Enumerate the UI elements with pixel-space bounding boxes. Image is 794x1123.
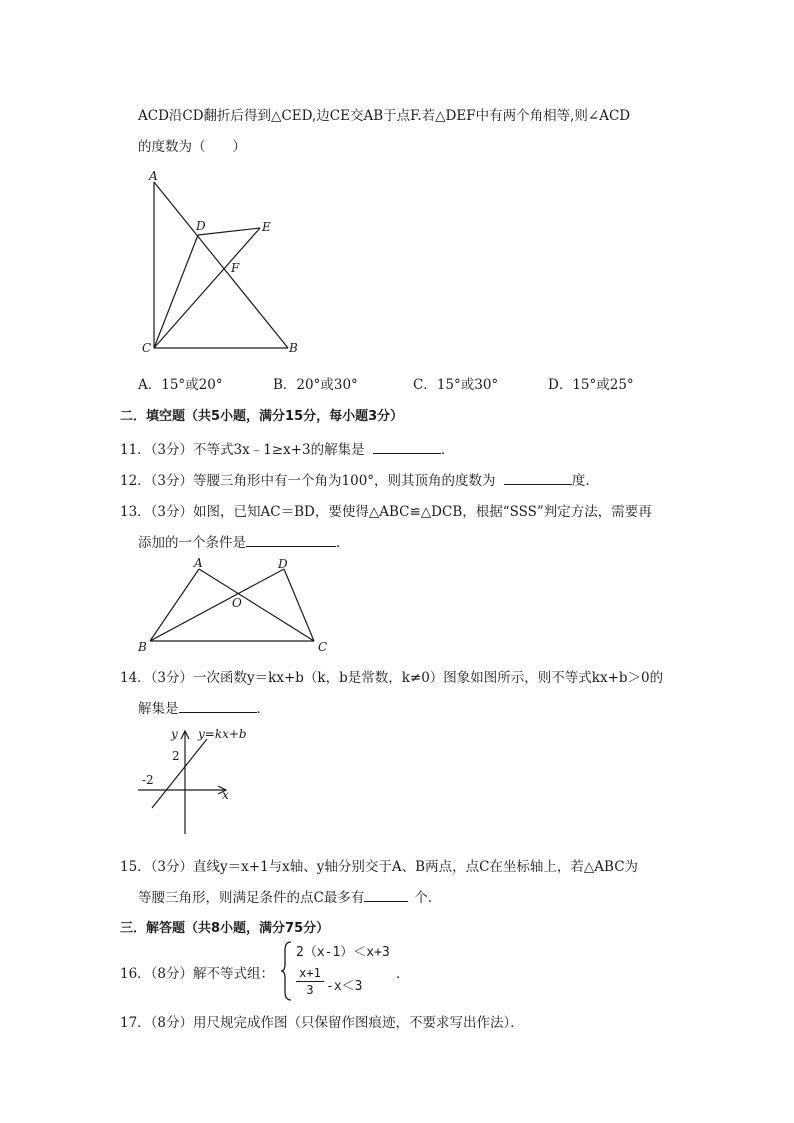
q14-line1: 14．（3分）一次函数y＝kx+b（k，b是常数，k≠0）图象如图所示，则不等式kx+b＞0的 <box>120 670 664 686</box>
q16-suffix: ． <box>396 966 410 982</box>
q12-line <box>120 469 590 489</box>
q16-fraction-denominator: 3 <box>306 983 314 997</box>
q14-end: ． <box>256 701 270 717</box>
q10-text-line1: ACD沿CD翻折后得到△CED,边CE交AB于点F.若△DEF中有两个角相等,则∠ACD <box>138 108 631 124</box>
q13-answer-blank[interactable] <box>246 534 336 547</box>
q14-y-axis-label: y <box>171 727 178 741</box>
q14-answer-blank[interactable] <box>179 700 257 713</box>
q11-text: 11．（3分）不等式3x﹣1≥x+3的解集是 <box>120 442 365 458</box>
q12-text: 12．（3分）等腰三角形中有一个角为100°，则其顶角的度数为 <box>120 473 496 489</box>
q13-text: 添加的一个条件是 <box>138 535 246 551</box>
q16-fraction-numerator: x+1 <box>299 966 321 980</box>
q16-inequality-1: 2（x-1）＜x+3 <box>296 945 390 960</box>
q11-answer-blank[interactable] <box>373 441 441 454</box>
q15-line2 <box>138 886 441 906</box>
q15-answer-blank[interactable] <box>364 889 408 902</box>
q13-line1: 13．（3分）如图，已知AC＝BD，要使得△ABC≌△DCB，根据“SSS”判定方法，需要再 <box>120 504 652 520</box>
q15-end: 个． <box>414 890 442 906</box>
q13-label-o: O <box>232 596 242 610</box>
q10-label-e: E <box>262 220 271 234</box>
q10-label-f: F <box>231 261 240 275</box>
q13-line2 <box>138 531 350 551</box>
q14-graph <box>132 722 247 837</box>
choice-d[interactable]: D．15°或25° <box>548 377 634 393</box>
q16-prefix: 16．（8分）解不等式组： <box>120 966 275 982</box>
q10-label-b: B <box>289 341 298 355</box>
q15-text: 等腰三角形，则满足条件的点C最多有 <box>138 890 365 906</box>
q16-fraction-bar <box>296 981 324 982</box>
choice-c[interactable]: C．15°或30° <box>413 377 499 393</box>
q16-brace <box>281 940 293 1002</box>
q10-label-d: D <box>196 219 206 233</box>
q14-line2 <box>138 697 270 717</box>
q13-label-a: A <box>194 556 203 570</box>
q13-end: ． <box>336 535 350 551</box>
q13-label-d: D <box>278 557 288 571</box>
q14-y-intercept-label: 2 <box>172 749 180 763</box>
q10-label-a: A <box>149 169 158 183</box>
q17-text: 17．（8分）用尺规完成作图（只保留作图痕迹，不要求写出作法）． <box>120 1015 524 1031</box>
q13-label-c: C <box>318 640 328 654</box>
section3-heading: 三．解答题（共8小题，满分75分） <box>120 921 330 936</box>
q14-line-label: y=kx+b <box>198 727 247 741</box>
q10-figure <box>136 168 311 358</box>
choice-a[interactable]: A．15°或20° <box>138 377 223 393</box>
q12-answer-blank[interactable] <box>504 472 572 485</box>
q14-x-intercept-label: -2 <box>142 773 154 787</box>
q16-fraction <box>296 966 324 997</box>
q14-text: 解集是 <box>138 701 179 717</box>
q13-label-b: B <box>138 640 147 654</box>
q13-figure <box>132 554 337 654</box>
q11-line <box>120 438 454 458</box>
q15-line1: 15．（3分）直线y＝x+1与x轴、y轴分别交于A、B两点，点C在坐标轴上，若△ABC为 <box>120 859 639 875</box>
q10-text-line2: 的度数为（ ） <box>138 139 246 155</box>
q11-end: ． <box>440 442 455 458</box>
q16-inequality-2-rest: -x＜3 <box>326 979 363 994</box>
choice-b[interactable]: B．20°或30° <box>273 377 358 393</box>
section2-heading: 二．填空题（共5小题，满分15分，每小题3分） <box>120 409 404 424</box>
q10-label-c: C <box>142 341 152 355</box>
q10-choices <box>138 373 698 391</box>
q14-x-axis-label: x <box>222 788 229 802</box>
q12-end: 度. <box>571 473 590 489</box>
